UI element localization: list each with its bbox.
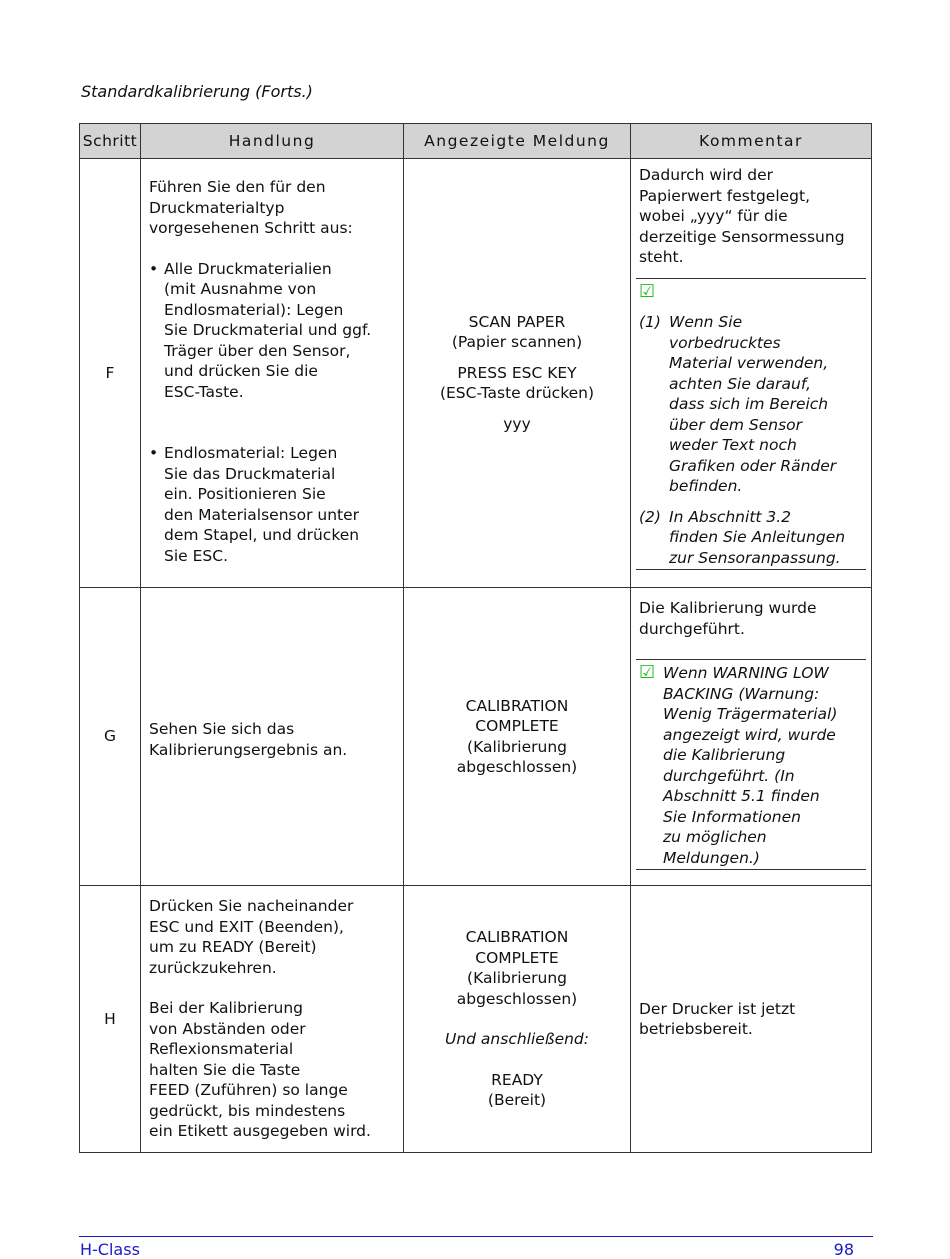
comment-text: Dadurch wird der Papierwert festgelegt, wobei „yyy“ für die derzeitige Sensormessung steht.: [639, 166, 845, 266]
message-cell: CALIBRATION COMPLETE (Kalibrierung abgeschlossen): [404, 588, 631, 886]
note-item: (2) In Abschnitt 3.2 finden Sie Anleitungen zur Sensoranpassung.: [639, 507, 846, 567]
action-cell: [141, 886, 404, 1153]
bullet-all-media: • Alle Druckmaterialien (mit Ausnahme von Endlosmaterial): Legen Sie Druckmaterial und ggf. Träger über den Sensor, und drücken Sie die ESC-Taste.: [149, 259, 395, 403]
action-intro: Führen Sie den für den Druckmaterialtyp vorgesehenen Schritt aus:: [149, 178, 353, 237]
step-label: H: [80, 886, 141, 1153]
step-label: F: [80, 159, 141, 588]
footer-product-name: H-Class: [80, 1240, 140, 1259]
table-row: [80, 886, 872, 1153]
action-cell: [141, 159, 404, 588]
note-box: ☑ Wenn WARNING LOW BACKING (Warnung: Wenig Trägermaterial) angezeigt wird, wurde die Kalibrierung durchgeführt. (In Abschnitt 5.1 finden Sie Informationen zu möglichen Meldungen.): [636, 659, 866, 870]
table-row: [80, 588, 872, 886]
header-message: Angezeigte Meldung: [404, 124, 631, 159]
checkmark-note-icon: ☑: [639, 662, 656, 683]
note-item: (1) Wenn Sie vorbedrucktes Material verwenden, achten Sie darauf, dass sich im Bereich über dem Sensor weder Text noch Grafiken oder Ränder befinden.: [639, 313, 837, 495]
comment-cell: [631, 159, 872, 588]
footer-divider: [79, 1236, 873, 1237]
table-row: [80, 159, 872, 588]
comment-cell: [631, 588, 872, 886]
message-cell: CALIBRATION COMPLETE (Kalibrierung abgeschlossen) Und anschließend: READY (Bereit): [404, 886, 631, 1153]
footer-page-number: 98: [833, 1240, 854, 1259]
bullet-continuous-media: • Endlosmaterial: Legen Sie das Druckmaterial ein. Positionieren Sie den Materialsensor unter dem Stapel, und drücken Sie ESC.: [149, 443, 395, 566]
action-paragraph: Bei der Kalibrierung von Abständen oder Reflexionsmaterial halten Sie die Taste FEED (Zuführen) so lange gedrückt, bis mindestens ein Etikett ausgegeben wird.: [149, 999, 371, 1140]
table-header-row: [80, 124, 872, 159]
header-comment: Kommentar: [631, 124, 872, 159]
calibration-steps-table: [79, 123, 872, 1153]
comment-text: Die Kalibrierung wurde durchgeführt.: [639, 599, 817, 638]
step-label: G: [80, 588, 141, 886]
action-paragraph: Drücken Sie nacheinander ESC und EXIT (Beenden), um zu READY (Bereit) zurückzukehren.: [149, 897, 354, 977]
action-cell: Sehen Sie sich das Kalibrierungsergebnis an.: [141, 588, 404, 886]
note-box: [636, 278, 866, 571]
page-subtitle: Standardkalibrierung (Forts.): [81, 82, 313, 101]
header-step: Schritt: [80, 124, 141, 159]
comment-cell: Der Drucker ist jetzt betriebsbereit.: [631, 886, 872, 1153]
header-action: Handlung: [141, 124, 404, 159]
action-bullet-list: [149, 259, 395, 567]
checkmark-note-icon: ☑: [639, 280, 656, 302]
message-cell: SCAN PAPER (Papier scannen) PRESS ESC KEY (ESC-Taste drücken) yyy: [404, 159, 631, 588]
message-then-label: Und anschließend:: [444, 1030, 589, 1049]
